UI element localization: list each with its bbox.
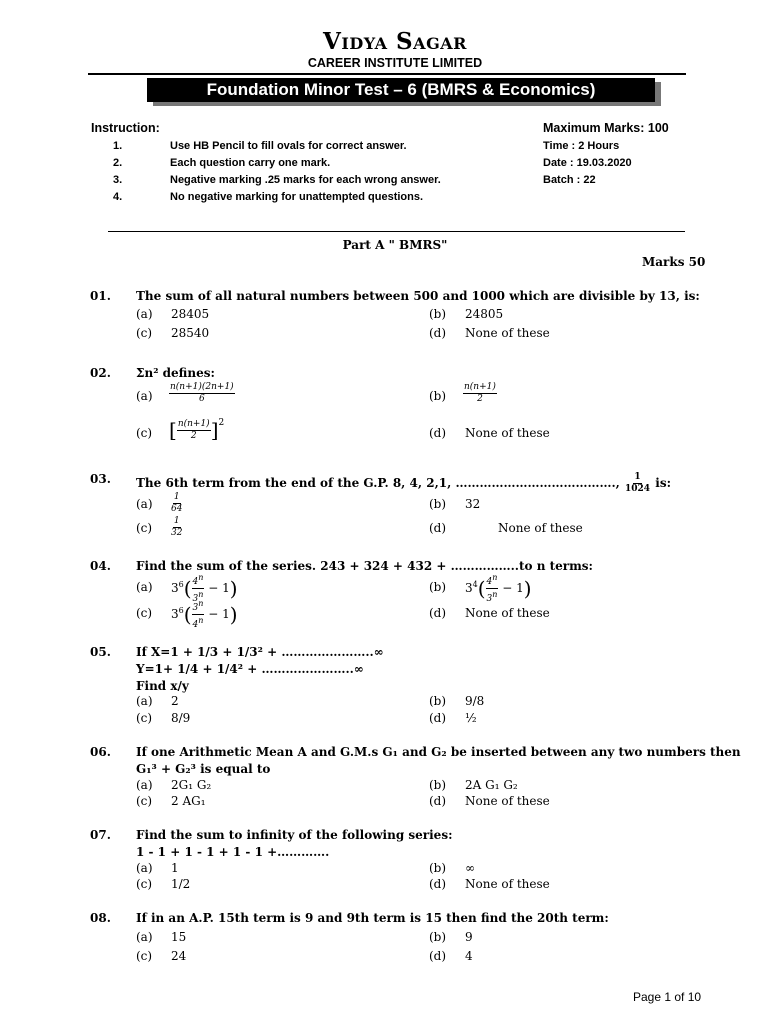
question-number: 06. — [90, 745, 111, 759]
option-label: (b) — [429, 930, 447, 944]
option-b: 9 — [465, 930, 473, 944]
option-label: (d) — [429, 711, 447, 725]
question-number: 05. — [90, 645, 111, 659]
option-a: 28405 — [171, 307, 210, 321]
option-label: (c) — [136, 711, 153, 725]
option-label: (b) — [429, 861, 447, 875]
option-c: 2 AG₁ — [171, 794, 206, 808]
question-number: 07. — [90, 828, 111, 842]
option-label: (c) — [136, 606, 153, 620]
question-text: Σn² defines: — [136, 366, 215, 380]
option-a: $3^6$( $\frac{4^n}{3^n}$ − 1) — [171, 573, 238, 604]
section-marks: Marks 50 — [642, 255, 706, 269]
option-c: 28540 — [171, 326, 210, 340]
question-number: 01. — [90, 289, 111, 303]
option-c: 8/9 — [171, 711, 191, 725]
option-label: (c) — [136, 794, 153, 808]
option-b — [463, 382, 497, 405]
option-label: (d) — [429, 606, 447, 620]
option-label: (c) — [136, 326, 153, 340]
question-number: 02. — [90, 366, 111, 380]
option-d: None of these — [465, 877, 550, 891]
option-label: (a) — [136, 307, 153, 321]
section-rule — [108, 231, 685, 232]
option-d: None of these — [465, 606, 550, 620]
option-d: None of these — [465, 326, 550, 340]
page-footer: Page 1 of 10 — [633, 990, 702, 1004]
option-label: (a) — [136, 930, 153, 944]
fraction-numerator: n(n+1) — [177, 418, 210, 429]
option-a: 2 — [171, 694, 179, 708]
option-b: $3^4$( $\frac{4^n}{3^n}$ − 1) — [465, 573, 532, 604]
question-text: Find the sum to infinity of the following series: — [136, 828, 453, 842]
header-rule — [88, 73, 686, 75]
option-d: 4 — [465, 949, 473, 963]
option-label: (d) — [429, 794, 447, 808]
question-text: If X=1 + 1/3 + 1/3² + …………………..∞ — [136, 645, 384, 659]
option-label: (b) — [429, 307, 447, 321]
option-label: (b) — [429, 694, 447, 708]
option-label: (d) — [429, 326, 447, 340]
fraction-denominator: 2 — [190, 430, 197, 441]
question-text: Find x/y — [136, 679, 189, 693]
option-label: (d) — [429, 521, 447, 535]
option-label: (b) — [429, 497, 447, 511]
option-b: 9/8 — [465, 694, 485, 708]
option-label: (b) — [429, 580, 447, 594]
fraction-denominator: 2 — [477, 394, 483, 404]
question-text: Find the sum of the series. 243 + 324 + 432 + ……………..to n terms: — [136, 559, 593, 573]
instruction-item: 3. Negative marking .25 marks for each wrong answer. — [113, 174, 441, 186]
brand-title: Vidya Sagar — [323, 28, 467, 55]
option-d: None of these — [465, 426, 550, 440]
option-label: (c) — [136, 949, 153, 963]
option-label: (d) — [429, 949, 447, 963]
option-label: (a) — [136, 580, 153, 594]
option-b: ∞ — [465, 861, 475, 875]
question-text: Y=1+ 1/4 + 1/4² + …………………..∞ — [136, 662, 364, 676]
question-number: 08. — [90, 911, 111, 925]
option-b: 24805 — [465, 307, 504, 321]
option-a: 15 — [171, 930, 187, 944]
option-label: (a) — [136, 778, 153, 792]
option-label: (b) — [429, 778, 447, 792]
option-a: $\frac{1}{64}$ — [171, 492, 183, 514]
option-label: (d) — [429, 877, 447, 891]
time: Time : 2 Hours — [543, 140, 620, 152]
option-c: 1/2 — [171, 877, 191, 891]
instruction-item: 4. No negative marking for unattempted questions. — [113, 191, 424, 203]
option-label: (c) — [136, 521, 153, 535]
option-c: $3^6$( $\frac{3^n}{4^n}$ − 1) — [171, 599, 238, 630]
option-label: (a) — [136, 861, 153, 875]
instruction-label: Instruction: — [91, 121, 160, 135]
option-a — [169, 382, 235, 405]
batch: Batch : 22 — [543, 174, 596, 186]
option-label: (d) — [429, 426, 447, 440]
question-number: 04. — [90, 559, 111, 573]
fraction-denominator: 6 — [198, 394, 205, 404]
option-label: (c) — [136, 877, 153, 891]
max-marks: Maximum Marks: 100 — [543, 121, 669, 135]
option-label: (a) — [136, 694, 153, 708]
option-label: (b) — [429, 389, 447, 403]
section-title: Part A " BMRS" — [342, 238, 448, 252]
option-c: [ $\frac{n(n+1)}{2}$ ]$^2$ — [169, 418, 225, 442]
question-text: If in an A.P. 15th term is 9 and 9th term is 15 then find the 20th term: — [136, 911, 609, 925]
option-label: (a) — [136, 497, 153, 511]
instruction-item: 1. Use HB Pencil to fill ovals for correct answer. — [113, 140, 407, 152]
fraction-numerator: n(n+1)(2n+1) — [170, 382, 234, 392]
option-b: 32 — [465, 497, 481, 511]
option-c: $\frac{1}{32}$ — [171, 516, 183, 538]
question-text: The 6th term from the end of the G.P. 8, 4, 2,1, …………………………………., $\frac{1}{1024}$ is: — [136, 472, 672, 494]
option-d: None of these — [465, 794, 550, 808]
option-a: 2G₁ G₂ — [171, 778, 212, 792]
option-a: 1 — [171, 861, 179, 875]
option-c: 24 — [171, 949, 187, 963]
option-b: 2A G₁ G₂ — [465, 778, 518, 792]
question-text: If one Arithmetic Mean A and G.M.s G₁ and G₂ be inserted between any two numbers then — [136, 745, 741, 759]
question-text: G₁³ + G₂³ is equal to — [136, 762, 271, 776]
question-number: 03. — [90, 472, 111, 486]
option-d: ½ — [465, 711, 477, 725]
fraction-numerator: n(n+1) — [464, 382, 496, 392]
test-title-banner: Foundation Minor Test – 6 (BMRS & Economics) — [147, 78, 655, 102]
date: Date : 19.03.2020 — [543, 157, 632, 169]
question-text: The sum of all natural numbers between 500 and 1000 which are divisible by 13, is: — [136, 289, 700, 303]
question-text: 1 - 1 + 1 - 1 + 1 - 1 +…………. — [136, 845, 330, 859]
option-label: (c) — [136, 426, 153, 440]
brand-subtitle: CAREER INSTITUTE LIMITED — [307, 56, 483, 70]
instruction-item: 2. Each question carry one mark. — [113, 157, 331, 169]
option-label: (a) — [136, 389, 153, 403]
option-d: None of these — [498, 521, 583, 535]
